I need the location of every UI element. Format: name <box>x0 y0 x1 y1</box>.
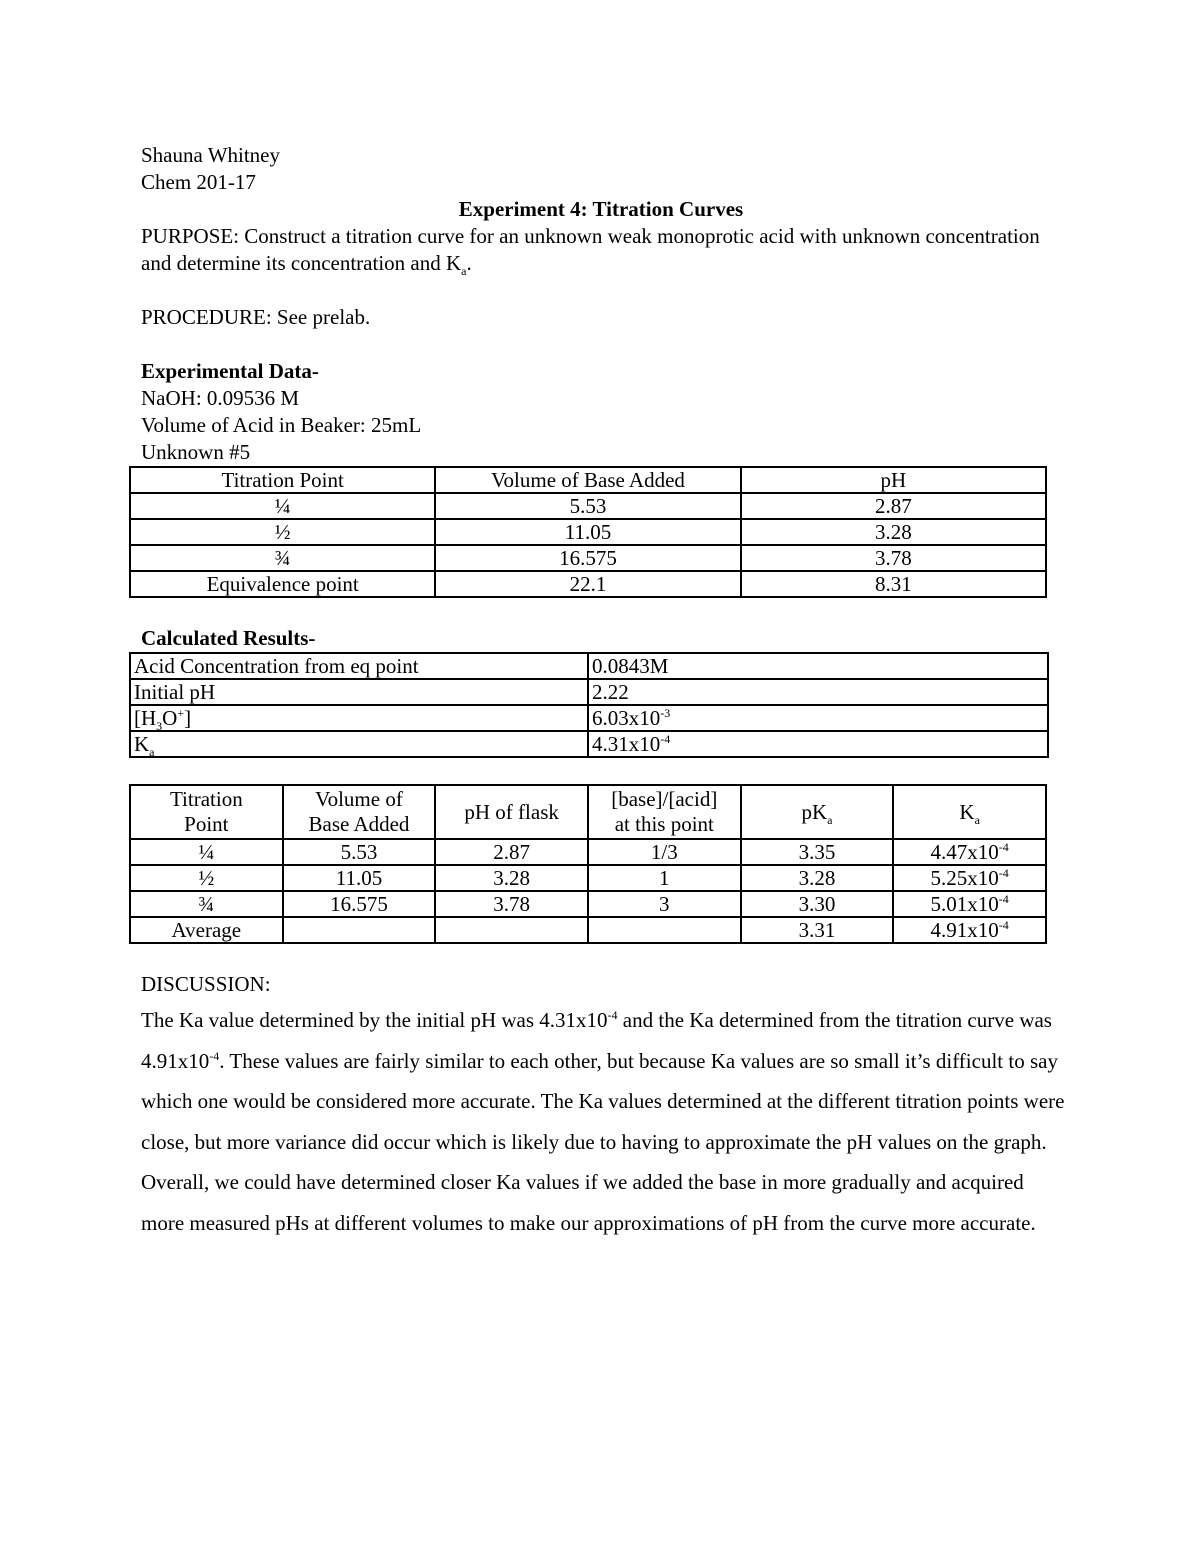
table-header-row <box>130 467 1046 493</box>
ka-subscript: a <box>149 745 155 760</box>
header-cell <box>130 785 283 839</box>
table-cell: 2.87 <box>435 839 588 865</box>
discussion-exponent: -4 <box>209 1048 220 1063</box>
table-cell: ¾ <box>130 545 435 571</box>
table-cell <box>435 917 588 943</box>
table-row <box>130 653 1048 679</box>
table-cell: 1 <box>588 865 741 891</box>
table-cell: 11.05 <box>283 865 436 891</box>
value-base: 5.25x10 <box>930 866 999 890</box>
value-exponent: -3 <box>660 706 671 720</box>
table-cell <box>283 917 436 943</box>
discussion-section <box>141 971 1065 1243</box>
table-cell: Equivalence point <box>130 571 435 597</box>
header-cell: Titration Point <box>130 467 435 493</box>
value-base: 6.03x10 <box>592 706 661 730</box>
value-base: 5.01x10 <box>930 892 999 916</box>
table-cell: 0.0843M <box>588 653 1048 679</box>
discussion-paragraph <box>141 1000 1066 1243</box>
table-row <box>130 545 1046 571</box>
purpose-subscript: a <box>461 264 467 279</box>
header-cell <box>893 785 1046 839</box>
table-cell: 3.28 <box>435 865 588 891</box>
ka-label: K <box>134 732 150 756</box>
table-cell: 3.28 <box>741 519 1046 545</box>
table-cell: 3.35 <box>741 839 894 865</box>
table-cell: 3 <box>588 891 741 917</box>
author-name: Shauna Whitney <box>141 143 281 167</box>
header-cell <box>741 785 894 839</box>
experimental-heading: Experimental Data- <box>141 359 319 383</box>
procedure-line: PROCEDURE: See prelab. <box>141 305 371 329</box>
header-line: Point <box>184 812 229 836</box>
value-exponent: -4 <box>998 866 1009 880</box>
table-cell: Acid Concentration from eq point <box>130 653 588 679</box>
table-cell <box>588 917 741 943</box>
table-cell: ½ <box>130 865 283 891</box>
value-exponent: -4 <box>660 732 671 746</box>
table-cell: ½ <box>130 519 435 545</box>
ka-determination-table <box>129 784 1047 944</box>
table-row <box>130 865 1046 891</box>
table-cell: 5.53 <box>283 839 436 865</box>
table-cell <box>588 731 1048 757</box>
value-base: 4.47x10 <box>930 840 999 864</box>
header-line: Titration <box>169 787 243 811</box>
formula-superscript: + <box>177 706 185 720</box>
purpose-end: . <box>466 251 472 275</box>
purpose-text: PURPOSE: Construct a titration curve for an unknown weak monoprotic acid with unknown concentration and determine its concentration and K <box>141 224 1040 275</box>
table-row <box>130 679 1048 705</box>
header-line: Volume of <box>315 787 403 811</box>
table-cell <box>893 891 1046 917</box>
header-line: [base]/[acid] <box>611 787 718 811</box>
header-cell: pH <box>741 467 1046 493</box>
table-row <box>130 493 1046 519</box>
table-cell: 3.30 <box>741 891 894 917</box>
table-cell: 5.53 <box>435 493 740 519</box>
header-cell <box>588 785 741 839</box>
discussion-text: The Ka value determined by the initial pH was 4.31x10 <box>141 1008 608 1032</box>
header-line: at this point <box>614 812 714 836</box>
course-code: Chem 201-17 <box>141 170 256 194</box>
table-cell <box>588 705 1048 731</box>
naoh-concentration: NaOH: 0.09536 M <box>141 386 300 410</box>
header-cell: pH of flask <box>435 785 588 839</box>
unknown-number: Unknown #5 <box>141 440 251 464</box>
table-cell: 3.31 <box>741 917 894 943</box>
experimental-data-table <box>129 466 1047 598</box>
value-exponent: -4 <box>998 892 1009 906</box>
pka-subscript: a <box>827 812 833 827</box>
table-cell <box>130 731 588 760</box>
header-cell: Volume of Base Added <box>435 467 740 493</box>
table-row <box>130 917 1046 943</box>
value-base: 4.31x10 <box>592 732 661 756</box>
report-title: Experiment 4: Titration Curves <box>458 197 744 221</box>
formula-subscript: 3 <box>156 719 163 734</box>
table-cell: 16.575 <box>435 545 740 571</box>
table-row <box>130 571 1046 597</box>
calculated-heading: Calculated Results- <box>141 626 316 650</box>
table-cell: 3.78 <box>435 891 588 917</box>
header-cell <box>283 785 436 839</box>
table-cell: 16.575 <box>283 891 436 917</box>
discussion-exponent: -4 <box>607 1008 618 1022</box>
value-exponent: -4 <box>998 918 1009 932</box>
table-cell: 2.87 <box>741 493 1046 519</box>
formula-part: [H <box>134 706 157 730</box>
discussion-heading: DISCUSSION: <box>141 972 271 996</box>
table-cell: 2.22 <box>588 679 1048 705</box>
table-row <box>130 519 1046 545</box>
table-cell: Average <box>130 917 283 943</box>
table-cell <box>893 917 1046 943</box>
table-cell: 8.31 <box>741 571 1046 597</box>
table-cell: 3.28 <box>741 865 894 891</box>
header-line: Base Added <box>308 812 410 836</box>
table-cell <box>893 865 1046 891</box>
value-exponent: -4 <box>998 840 1009 854</box>
table-cell: ¾ <box>130 891 283 917</box>
table-row <box>130 839 1046 865</box>
lab-report-page <box>134 142 1065 1243</box>
table-row <box>130 731 1048 757</box>
purpose-paragraph <box>141 223 1061 277</box>
pka-label: pK <box>801 799 828 824</box>
table-header-row <box>130 785 1046 839</box>
value-base: 4.91x10 <box>930 918 999 942</box>
table-cell: Initial pH <box>130 679 588 705</box>
ka-subscript: a <box>974 812 980 827</box>
discussion-text: and the Ka determined from the titration curve was 4.91x10 <box>141 1008 1052 1073</box>
formula-part: ] <box>184 706 192 730</box>
formula-part: O <box>162 706 178 730</box>
table-cell: ¼ <box>130 493 435 519</box>
discussion-text: . These values are fairly similar to each other, but because Ka values are so small it’s difficult to say which one would be considered more accurate. The Ka values determined at the different titration points were close, but more variance did occur which is likely due to having to approximate the pH values on the graph. Overall, we could have determined closer Ka values if we added the base in more gradually and acquired more measured pHs at different volumes to make our approximations of pH from the curve more accurate. <box>141 1048 1065 1235</box>
calculated-results-table <box>129 652 1049 758</box>
table-cell: 1/3 <box>588 839 741 865</box>
ka-label: K <box>959 799 975 824</box>
table-row <box>130 705 1048 731</box>
table-row <box>130 891 1046 917</box>
table-cell: ¼ <box>130 839 283 865</box>
table-cell: 11.05 <box>435 519 740 545</box>
table-cell <box>893 839 1046 865</box>
table-cell: 22.1 <box>435 571 740 597</box>
acid-volume: Volume of Acid in Beaker: 25mL <box>141 413 422 437</box>
table-cell: 3.78 <box>741 545 1046 571</box>
table-cell <box>130 705 588 734</box>
